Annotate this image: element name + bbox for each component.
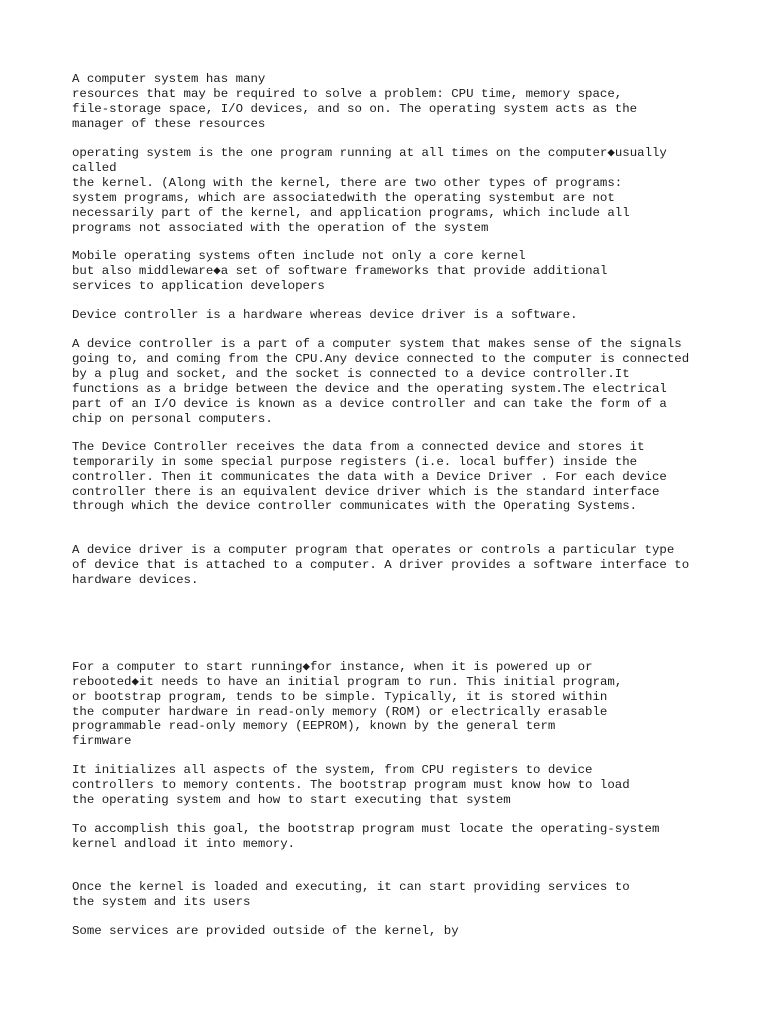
text-line: A computer system has many	[72, 72, 266, 86]
text-line: necessarily part of the kernel, and application programs, which include all	[72, 206, 630, 220]
text-line: system programs, which are associatedwith the operating systembut are not	[72, 191, 615, 205]
text-line: functions as a bridge between the device and the operating system.The electrical	[72, 382, 667, 396]
text-line: going to, and coming from the CPU.Any device connected to the computer is connected	[72, 352, 690, 366]
text-line: controllers to memory contents. The bootstrap program must know how to load	[72, 778, 630, 792]
text-line: Mobile operating systems often include not only a core kernel	[72, 249, 526, 263]
text-line: kernel andload it into memory.	[72, 837, 296, 851]
text-line: the operating system and how to start executing that system	[72, 793, 511, 807]
text-line: firmware	[72, 734, 132, 748]
text-line: A device driver is a computer program that operates or controls a particular type	[72, 543, 675, 557]
text-line: called	[72, 161, 117, 175]
text-line: The Device Controller receives the data from a connected device and stores it	[72, 440, 645, 454]
text-line: or bootstrap program, tends to be simple. Typically, it is stored within	[72, 690, 608, 704]
text-line: operating system is the one program running at all times on the computer◆usually	[72, 146, 667, 160]
text-line: Some services are provided outside of the kernel, by	[72, 924, 459, 938]
text-line: chip on personal computers.	[72, 412, 273, 426]
text-line: It initializes all aspects of the system, from CPU registers to device	[72, 763, 593, 777]
text-line: hardware devices.	[72, 573, 199, 587]
text-line: file-storage space, I/O devices, and so on. The operating system acts as the	[72, 102, 638, 116]
text-line: controller there is an equivalent device driver which is the standard interface	[72, 485, 660, 499]
text-line: part of an I/O device is known as a device controller and can take the form of a	[72, 397, 667, 411]
text-line: resources that may be required to solve a problem: CPU time, memory space,	[72, 87, 623, 101]
text-line: programs not associated with the operation of the system	[72, 221, 489, 235]
text-line: programmable read-only memory (EEPROM), known by the general term	[72, 719, 556, 733]
text-line: temporarily in some special purpose registers (i.e. local buffer) inside the	[72, 455, 638, 469]
text-line: For a computer to start running◆for instance, when it is powered up or	[72, 660, 593, 674]
text-line: the system and its users	[72, 895, 251, 909]
text-line: of device that is attached to a computer. A driver provides a software interface to	[72, 558, 690, 572]
text-line: services to application developers	[72, 279, 325, 293]
text-line: by a plug and socket, and the socket is connected to a device controller.It	[72, 367, 630, 381]
text-line: the kernel. (Along with the kernel, there are two other types of programs:	[72, 176, 623, 190]
text-line: manager of these resources	[72, 117, 266, 131]
text-line: the computer hardware in read-only memory (ROM) or electrically erasable	[72, 705, 608, 719]
text-line: but also middleware◆a set of software frameworks that provide additional	[72, 264, 608, 278]
text-line: controller. Then it communicates the data with a Device Driver . For each device	[72, 470, 667, 484]
text-line: To accomplish this goal, the bootstrap program must locate the operating-system	[72, 822, 660, 836]
text-line: through which the device controller communicates with the Operating Systems.	[72, 499, 638, 513]
text-line: Device controller is a hardware whereas device driver is a software.	[72, 308, 578, 322]
text-line: Once the kernel is loaded and executing, it can start providing services to	[72, 880, 630, 894]
text-line: rebooted◆it needs to have an initial program to run. This initial program,	[72, 675, 623, 689]
text-line: A device controller is a part of a computer system that makes sense of the signals	[72, 337, 682, 351]
